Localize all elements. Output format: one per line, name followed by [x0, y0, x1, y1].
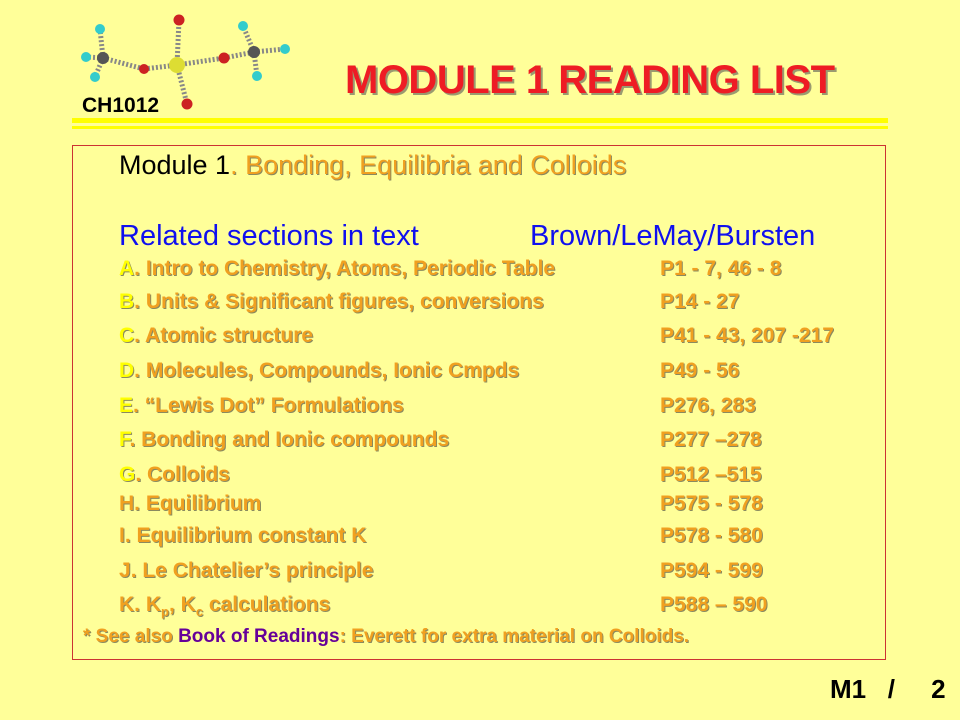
k-text-mid: , K	[168, 593, 196, 616]
textbook-authors: Brown/LeMay/Bursten	[530, 220, 816, 252]
reading-item-k	[119, 593, 879, 619]
reading-item-a	[119, 257, 879, 283]
related-sections-label: Related sections in text	[119, 220, 419, 252]
item-topic: . Equilibrium	[134, 492, 262, 515]
item-pages: P578 - 580	[660, 524, 763, 547]
item-pages: P594 - 599	[660, 559, 763, 582]
title-rule-thin	[72, 126, 888, 129]
item-pages: P49 - 56	[660, 359, 740, 382]
item-letter: E	[119, 394, 134, 417]
course-code: CH1012	[82, 94, 160, 117]
item-topic: . Equilibrium constant K	[124, 524, 367, 547]
footnote-pre: * See also	[83, 626, 179, 647]
item-pages: P277 –278	[660, 428, 762, 451]
k-subscript-p: p	[161, 604, 169, 620]
reading-item-f	[119, 428, 879, 454]
module-heading	[119, 150, 626, 181]
item-letter: A	[119, 257, 135, 280]
footnote-post: : Everett for extra material on Colloids.	[339, 626, 690, 647]
item-topic: . Colloids	[135, 463, 230, 486]
item-pages: P588 – 590	[660, 593, 768, 616]
title-rule-thick	[72, 118, 888, 123]
item-topic: . “Lewis Dot” Formulations	[133, 394, 404, 417]
item-letter: B	[119, 290, 135, 313]
item-letter: C	[119, 324, 135, 347]
reading-item-h	[119, 492, 879, 518]
item-pages: P1 - 7, 46 - 8	[660, 257, 782, 280]
item-topic: . Le Chatelier’s principle	[130, 559, 374, 582]
module-prefix: Module 1	[119, 150, 231, 180]
book-of-readings: Book of Readings	[178, 626, 340, 647]
k-subscript-c: c	[195, 604, 204, 620]
k-text-post: calculations	[203, 593, 331, 616]
page-title: MODULE 1 READING LIST	[345, 58, 835, 102]
slide-page: 2	[931, 674, 946, 704]
item-topic: . Units & Significant figures, conversions	[134, 290, 544, 313]
reading-item-j	[119, 559, 879, 585]
reading-item-g	[119, 463, 879, 489]
item-topic: . Bonding and Ionic compounds	[129, 428, 450, 451]
slide-number	[830, 674, 946, 705]
item-letter: K	[119, 593, 135, 616]
item-pages: P14 - 27	[660, 290, 740, 313]
reading-item-i	[119, 524, 879, 550]
reading-item-e	[119, 394, 879, 420]
item-letter: F	[119, 428, 130, 451]
reading-item-d	[119, 359, 879, 385]
reading-item-c	[119, 324, 879, 350]
item-topic	[134, 593, 331, 620]
item-pages: P575 - 578	[660, 492, 763, 515]
item-letter: G	[119, 463, 136, 486]
item-pages: P276, 283	[660, 394, 756, 417]
item-letter: I	[119, 524, 125, 547]
reading-item-b	[119, 290, 879, 316]
k-text-pre: . K	[134, 593, 162, 616]
item-pages: P512 –515	[660, 463, 762, 486]
item-letter: H	[119, 492, 135, 515]
item-pages: P41 - 43, 207 -217	[660, 324, 834, 347]
item-topic: . Atomic structure	[134, 324, 314, 347]
footnote	[83, 626, 689, 648]
slide-module: M1	[830, 674, 867, 704]
item-letter: D	[119, 359, 135, 382]
slide-separator: /	[887, 674, 896, 704]
item-letter: J	[119, 559, 131, 582]
item-topic: . Intro to Chemistry, Atoms, Periodic Table	[134, 257, 556, 280]
module-name: . Bonding, Equilibria and Colloids	[230, 150, 627, 180]
item-topic: . Molecules, Compounds, Ionic Cmpds	[134, 359, 520, 382]
